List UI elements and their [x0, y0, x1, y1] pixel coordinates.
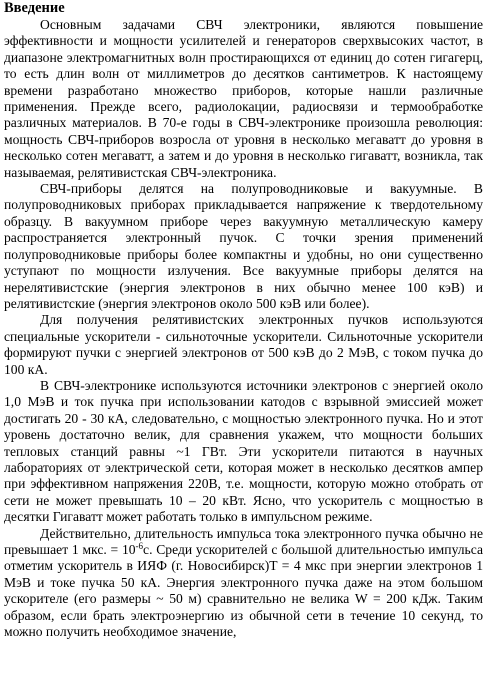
- document-page: [4, 0, 483, 675]
- paragraph-accelerators: Для получения релятивистских электронных пучков используются специальные ускорители - сильноточные ускорители. Сильноточные ускорители формируют пучки с энергией электронов от 500 кэВ до 2 МэВ, с током пучка до 100 кА.: [4, 312, 483, 377]
- document-heading: Введение: [4, 0, 65, 16]
- paragraph-microwave-tasks: Основным задачами СВЧ электроники, являются повышение эффективности и мощности усилителей и генераторов сверхвысоких частот, в диапазоне электромагнитных волн простирающихся от единиц до сотен гигагерц, то есть длин волн от миллиметров до десятков сантиметров. К настоящему времени разработано множество приборов, которые нашли различные применения. Прежде всего, радиолокации, радиосвязи и термообработке различных материалов. В 70-е годы в СВЧ-электронике произошла революция: мощность СВЧ-приборов возросла от уровня в несколько мегаватт до уровня в несколько сотен мегаватт, а затем и до уровня в несколько гигаватт, возникла, так называемая, релятивистская СВЧ-электроника.: [4, 17, 483, 180]
- paragraph-pulse-duration: [4, 526, 483, 641]
- exponent-superscript: -6: [135, 541, 144, 551]
- paragraph-device-types: СВЧ-приборы делятся на полупроводниковые и вакуумные. В полупроводниковых приборах прикладывается напряжение к твердотельному образцу. В вакуумном приборе через вакуумную металлическую камеру распространяется электронный пучок. С точки зрения применений полупроводниковые приборы более компактны и удобны, но они существенно уступают по мощности излучения. Все вакуумные приборы делятся на нерелятивистские (энергия электронов в них обычно менее 100 кэВ) и релятивистские (энергия электронов около 500 кэВ или более).: [4, 181, 483, 311]
- pulse-text-end: с. Среди ускорителей с большой длительностью импульса отметим ускоритель в ИЯФ (г. Новосибирск)T = 4 мкс при энергии электронов 1 МэВ и токе пучка 50 кА. Энергия электронного пучка даже на этом большом ускорителе (его размеры ~ 50 м) сравнительно не велика W = 200 кДж. Таким образом, если брать электроэнергию из обычной сети в течение 10 секунд, то можно получить необходимое значение,: [4, 542, 483, 640]
- paragraph-electron-sources: В СВЧ-электронике используются источники электронов с энергией около 1,0 МэВ и ток пучка при использовании катодов с взрывной эмиссией может достигать 20 - 30 кА, следовательно, с мощностью электронного пучка. Но и этот уровень достаточно велик, для сравнения укажем, что мощности больших тепловых станций равны ~1 ГВт. Эти ускорители питаются в научных лабораториях от электрической сети, которая может в несколько десятков ампер при эффективном напряжения 220В, т.е. мощности, которую можно отобрать от сети не может превышать 10 – 20 кВт. Ясно, что ускоритель с мощностью в десятки Гигаватт может работать только в импульсном режиме.: [4, 377, 483, 525]
- pulse-text-start: Действительно, длительность импульса тока электронного пучка обычно не превышает 1 мкс. = 10: [4, 525, 483, 557]
